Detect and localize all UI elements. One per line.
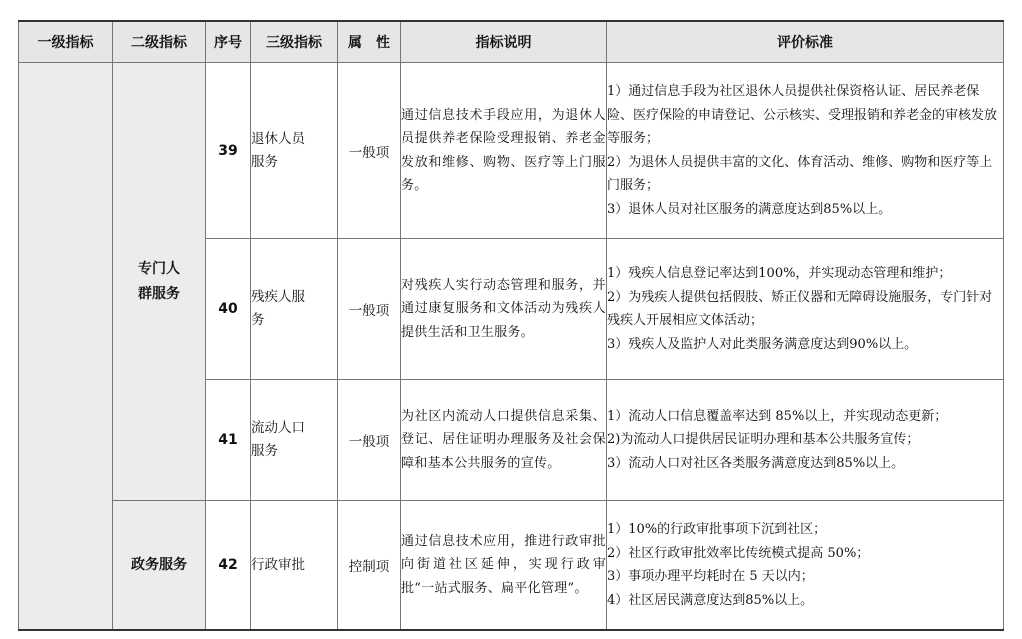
desc-cell: 通过信息技术手段应用，为退休人员提供养老保险受理报销、养老金发放和维修、购物、医疗等上门服务。	[401, 63, 607, 239]
header-desc: 指标说明	[401, 21, 607, 63]
level3-cell	[251, 239, 338, 380]
criteria-cell	[607, 501, 1004, 631]
indicator-table	[18, 20, 1004, 631]
criteria-item: 2）为残疾人提供包括假肢、矫正仪器和无障碍设施服务，专门针对残疾人开展相应文体活动；	[607, 289, 993, 328]
level2-gov-services: 政务服务	[113, 501, 206, 631]
level3-label: 行政审批	[251, 556, 305, 573]
table-header	[19, 21, 1004, 63]
desc-cell: 对残疾人实行动态管理和服务，并通过康复服务和文体活动为残疾人提供生活和卫生服务。	[401, 239, 607, 380]
header-level3: 三级指标	[251, 21, 338, 63]
attr-cell: 一般项	[338, 239, 401, 380]
header-level1: 一级指标	[19, 21, 113, 63]
header-level2: 二级指标	[113, 21, 206, 63]
criteria-item: 3）流动人口对社区各类服务满意度达到85%以上。	[607, 455, 905, 471]
seq-cell: 41	[206, 380, 251, 501]
header-seq: 序号	[206, 21, 251, 63]
desc-cell: 通过信息技术应用，推进行政审批向街道社区延伸，实现行政审批“一站式服务、扁平化管理”。	[401, 501, 607, 631]
level3-cell	[251, 501, 338, 631]
seq-cell: 42	[206, 501, 251, 631]
header-criteria: 评价标准	[607, 21, 1004, 63]
level3-label: 退休人员服务	[251, 130, 305, 170]
attr-cell: 一般项	[338, 380, 401, 501]
seq-cell: 40	[206, 239, 251, 380]
table-row	[19, 63, 1004, 239]
criteria-item: 3）事项办理平均耗时在 5 天以内；	[607, 569, 814, 584]
level2-label: 专门人群服务	[138, 260, 180, 302]
level2-special-groups	[113, 63, 206, 501]
level3-label: 流动人口服务	[251, 420, 305, 459]
criteria-item: 1）流动人口信息覆盖率达到 85%以上，并实现动态更新；	[607, 408, 948, 424]
level3-cell	[251, 63, 338, 239]
level1-cell	[19, 63, 113, 631]
criteria-cell	[607, 63, 1004, 239]
desc-cell: 为社区内流动人口提供信息采集、登记、居住证明办理服务及社会保障和基本公共服务的宣传。	[401, 380, 607, 501]
level3-label: 残疾人服务	[251, 289, 305, 328]
seq-cell: 39	[206, 63, 251, 239]
table-row	[19, 501, 1004, 631]
criteria-item: 2)为流动人口提供居民证明办理和基本公共服务宣传；	[607, 432, 920, 448]
criteria-item: 3）退休人员对社区服务的满意度达到85%以上。	[607, 201, 892, 217]
criteria-item: 4）社区居民满意度达到85%以上。	[607, 592, 814, 608]
criteria-item: 3）残疾人及监护人对此类服务满意度达到90%以上。	[607, 336, 918, 352]
criteria-cell	[607, 380, 1004, 501]
criteria-item: 2）社区行政审批效率比传统模式提高 50%；	[607, 545, 870, 561]
attr-cell: 一般项	[338, 63, 401, 239]
criteria-item: 2）为退休人员提供丰富的文化、体育活动、维修、购物和医疗等上门服务；	[607, 154, 993, 193]
criteria-cell	[607, 239, 1004, 380]
header-attr: 属 性	[338, 21, 401, 63]
level3-cell	[251, 380, 338, 501]
criteria-item: 1）10%的行政审批事项下沉到社区；	[607, 522, 827, 537]
criteria-item: 1）通过信息手段为社区退休人员提供社保资格认证、居民养老保险、医疗保险的申请登记、公示核实、受理报销和养老金的审核发放等服务；	[607, 84, 998, 146]
attr-cell: 控制项	[338, 501, 401, 631]
criteria-item: 1）残疾人信息登记率达到100%，并实现动态管理和维护；	[607, 266, 952, 281]
